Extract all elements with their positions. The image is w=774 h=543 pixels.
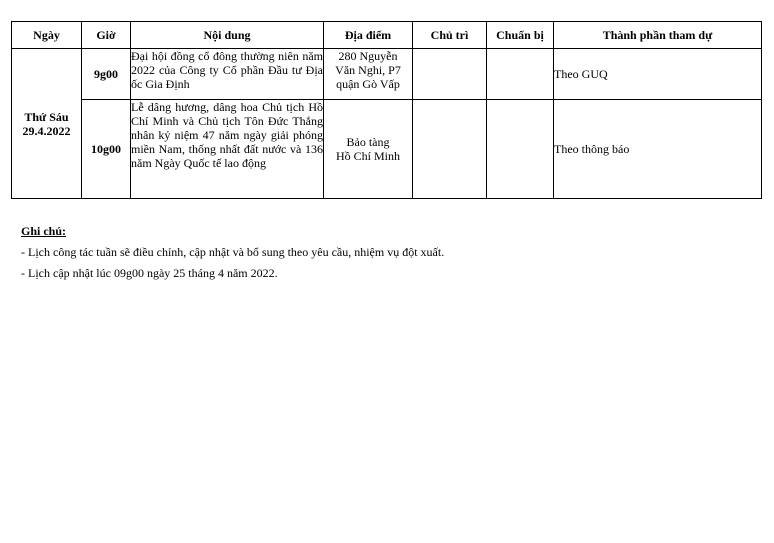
time-cell: 9g00 <box>82 49 131 100</box>
day-date: 29.4.2022 <box>22 123 71 138</box>
header-chair: Chủ trì <box>413 22 487 49</box>
header-day: Ngày <box>12 22 82 49</box>
header-row <box>12 22 762 49</box>
location-line: Văn Nghi, P7 <box>335 63 401 77</box>
day-cell <box>12 49 82 199</box>
day-label: Thứ Sáu <box>24 109 69 124</box>
chair-cell <box>413 49 487 100</box>
note-item: - Lịch cập nhật lúc 09g00 ngày 25 tháng 4 năm 2022. <box>21 266 278 280</box>
header-participants: Thành phần tham dự <box>554 22 762 49</box>
header-location: Địa điểm <box>324 22 413 49</box>
chair-cell <box>413 100 487 199</box>
location-line: Bảo tàng <box>346 135 390 149</box>
time-cell: 10g00 <box>82 100 131 199</box>
table-row <box>12 49 762 100</box>
note-item: - Lịch công tác tuần sẽ điều chỉnh, cập nhật và bổ sung theo yêu cầu, nhiệm vụ đột xuất. <box>21 245 445 259</box>
schedule-table <box>11 21 762 199</box>
location-line: quận Gò Vấp <box>336 77 400 91</box>
header-time: Giờ <box>82 22 131 49</box>
notes-section <box>21 224 444 280</box>
prepare-cell <box>487 100 554 199</box>
prepare-cell <box>487 49 554 100</box>
header-content: Nội dung <box>131 22 324 49</box>
participants-cell: Theo thông báo <box>554 100 762 199</box>
location-cell <box>324 49 413 100</box>
location-cell <box>324 100 413 199</box>
location-line: 280 Nguyễn <box>338 49 398 63</box>
participants-cell: Theo GUQ <box>554 49 762 100</box>
content-cell: Lễ dâng hương, dâng hoa Chủ tịch Hồ Chí Minh và Chủ tịch Tôn Đức Thắng nhân kỷ niệm 47 năm ngày giải phóng miền Nam, thống nhất đất nước và 136 năm Ngày Quốc tế lao động <box>131 100 324 199</box>
content-cell: Đại hội đồng cổ đông thường niên năm 2022 của Công ty Cổ phần Đầu tư Địa ốc Gia Định <box>131 49 324 100</box>
table-row <box>12 100 762 199</box>
header-prepare: Chuẩn bị <box>487 22 554 49</box>
notes-title: Ghi chú: <box>21 224 67 238</box>
location-line: Hồ Chí Minh <box>335 149 400 163</box>
